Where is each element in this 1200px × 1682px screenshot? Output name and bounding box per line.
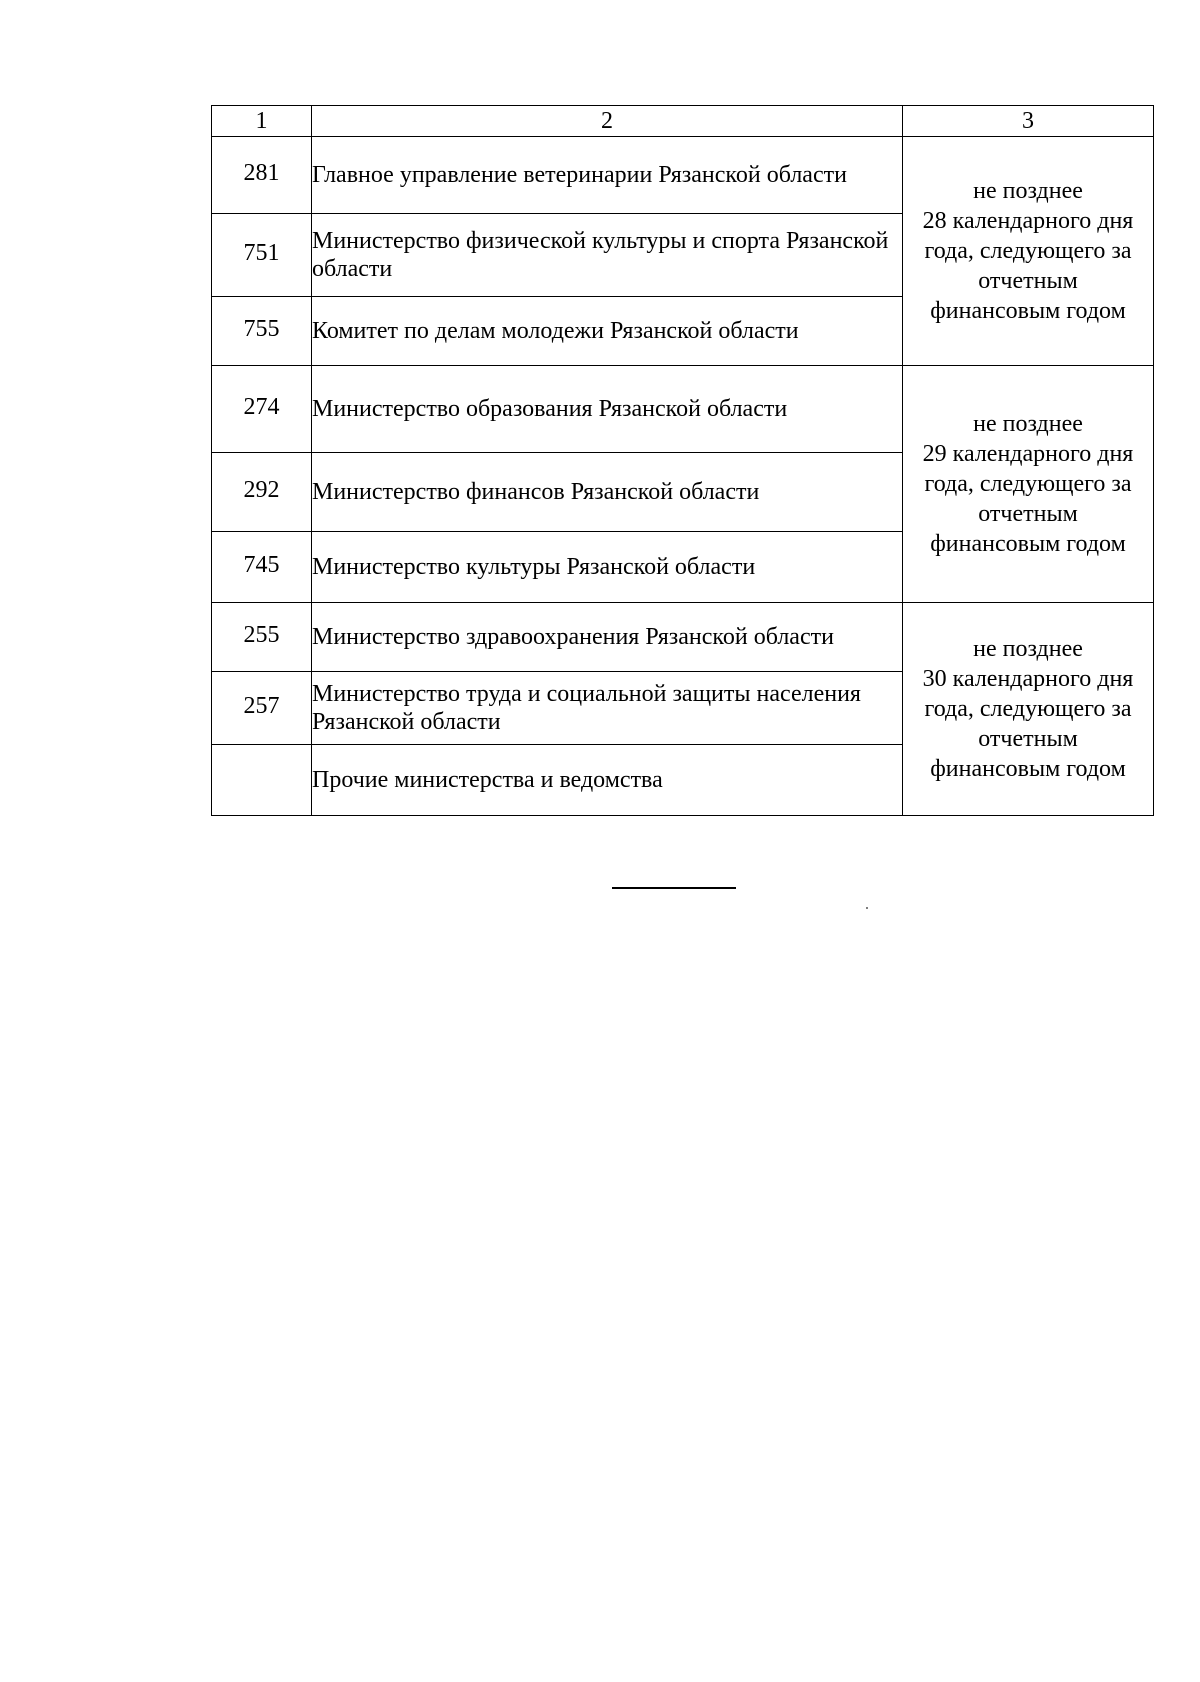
agency-code: 751 [212, 214, 312, 297]
end-of-document-rule [612, 887, 736, 889]
header-col-1: 1 [212, 106, 312, 137]
deadline-cell [903, 366, 1154, 603]
deadline-line: года, следующего за [924, 471, 1132, 497]
deadline-line: 30 календарного дня [922, 666, 1134, 692]
deadline-line: 28 календарного дня [922, 208, 1134, 234]
header-col-3: 3 [903, 106, 1154, 137]
agency-code: 281 [212, 137, 312, 214]
deadline-line: отчетным [978, 726, 1078, 752]
scan-speck [866, 907, 868, 909]
agency-name: Министерство физической культуры и спорта Рязанской области [312, 214, 903, 297]
agency-code: 755 [212, 297, 312, 366]
deadline-line: не позднее [973, 178, 1083, 204]
deadline-line: 29 календарного дня [922, 441, 1134, 467]
deadline-line: финансовым годом [930, 298, 1126, 324]
agency-name: Прочие министерства и ведомства [312, 745, 903, 816]
agency-code [212, 745, 312, 816]
agency-name: Министерство финансов Рязанской области [312, 453, 903, 532]
deadline-line: года, следующего за [924, 238, 1132, 264]
agency-code: 745 [212, 532, 312, 603]
deadline-line: не позднее [973, 411, 1083, 437]
table-header-row [212, 106, 1154, 137]
deadline-line: отчетным [978, 268, 1078, 294]
deadline-line: отчетным [978, 501, 1078, 527]
agency-name: Министерство культуры Рязанской области [312, 532, 903, 603]
agency-name: Главное управление ветеринарии Рязанской области [312, 137, 903, 214]
table-row [212, 603, 1154, 672]
deadline-line: года, следующего за [924, 696, 1132, 722]
deadline-cell [903, 137, 1154, 366]
agency-code: 292 [212, 453, 312, 532]
agency-name: Министерство образования Рязанской области [312, 366, 903, 453]
agency-code: 257 [212, 672, 312, 745]
table-row [212, 137, 1154, 214]
agency-name: Министерство труда и социальной защиты населения Рязанской области [312, 672, 903, 745]
deadline-line: финансовым годом [930, 756, 1126, 782]
deadline-cell [903, 603, 1154, 816]
agency-name: Комитет по делам молодежи Рязанской области [312, 297, 903, 366]
agency-code: 255 [212, 603, 312, 672]
table-row [212, 366, 1154, 453]
deadline-line: не позднее [973, 636, 1083, 662]
reporting-deadlines-table [211, 105, 1154, 816]
agency-code: 274 [212, 366, 312, 453]
header-col-2: 2 [312, 106, 903, 137]
deadline-line: финансовым годом [930, 531, 1126, 557]
agency-name: Министерство здравоохранения Рязанской области [312, 603, 903, 672]
